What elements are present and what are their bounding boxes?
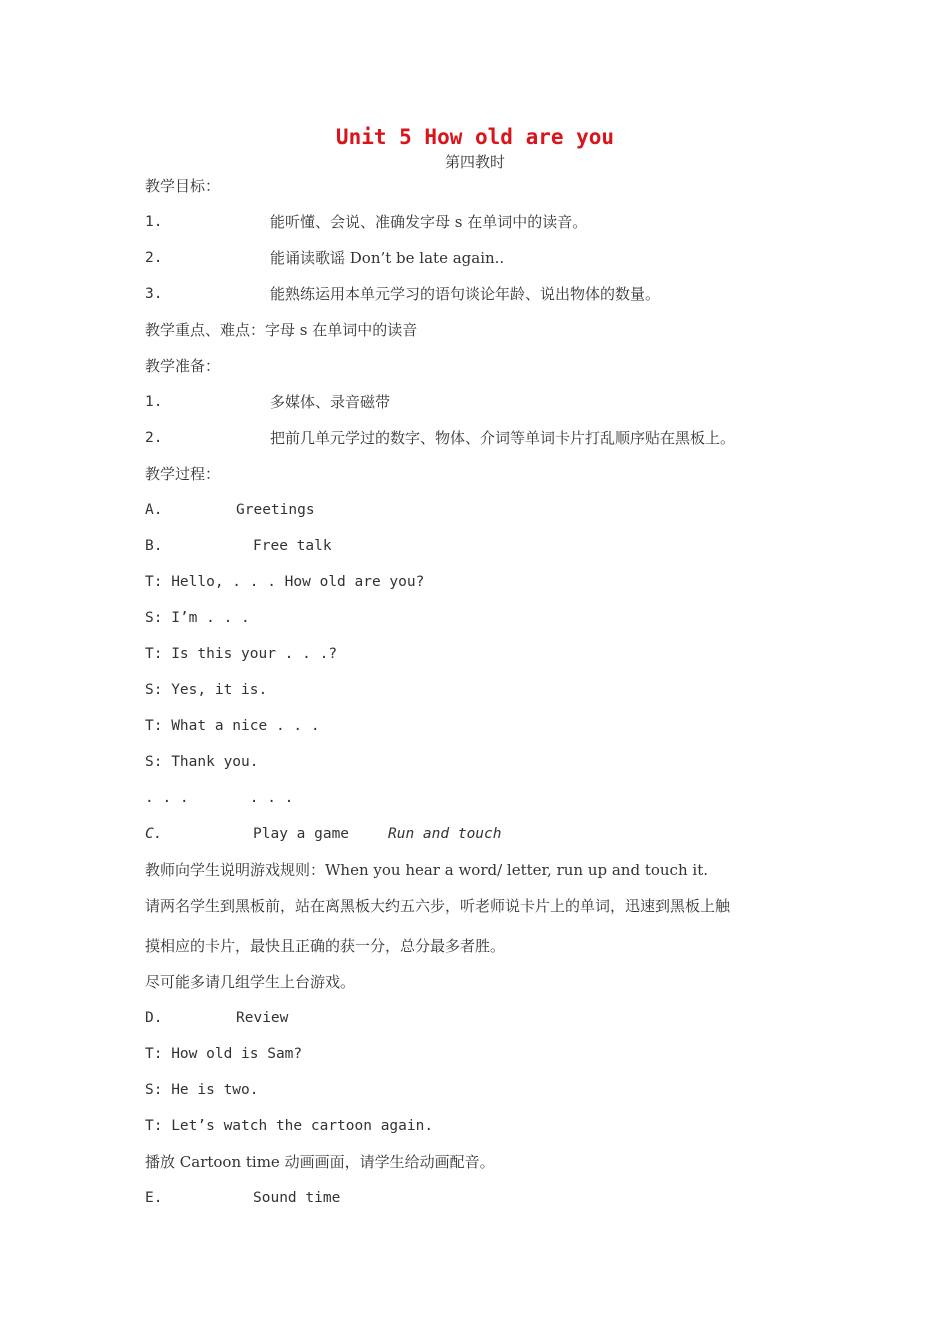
dialog-line: T: Hello, . . . How old are you? [145,574,425,590]
ellipsis-line: . . . . . . [145,790,294,806]
objective-number: 1. [145,214,163,230]
objective-text: 能诵读歌谣 Don’t be late again.. [270,249,505,267]
objective-text: 能听懂、会说、准确发字母 s 在单词中的读音。 [270,213,588,231]
objective-number: 3. [145,286,163,302]
game-rule-text: 教师向学生说明游戏规则：When you hear a word/ letter, run up and touch it. [145,861,708,879]
section-title: Free talk [253,538,332,554]
game-rule [145,860,708,880]
document-title: Unit 5 How old are you [335,125,615,149]
prep-number: 1. [145,394,163,410]
section-letter: B. [145,538,163,554]
section-title: Sound time [253,1190,341,1206]
section-title: Greetings [236,502,315,518]
objective-text: 能熟练运用本单元学习的语句谈论年龄、说出物体的数量。 [270,285,661,303]
section-title: Review [236,1010,289,1026]
lesson-number: 第四教时 [444,153,505,171]
section-letter: A. [145,502,163,518]
game-desc: 尽可能多请几组学生上台游戏。 [145,973,356,991]
objectives-heading: 教学目标： [145,177,221,195]
objective-number: 2. [145,250,163,266]
dialog-line: S: He is two. [145,1082,259,1098]
game-desc: 摸相应的卡片，最快且正确的获一分，总分最多者胜。 [145,937,506,955]
game-name: Run and touch [388,826,502,842]
prep-text: 把前几单元学过的数字、物体、介词等单词卡片打乱顺序贴在黑板上。 [270,429,736,447]
prep-number: 2. [145,430,163,446]
section-title: Play a game [253,826,350,842]
section-letter: E. [145,1190,163,1206]
dialog-line: S: I’m . . . [145,610,250,626]
key-points: 教学重点、难点：字母 s 在单词中的读音 [145,321,418,339]
dialog-line: T: What a nice . . . [145,718,320,734]
prep-text: 多媒体、录音磁带 [270,393,391,411]
game-desc: 请两名学生到黑板前，站在离黑板大约五六步，听老师说卡片上的单词，迅速到黑板上触 [145,897,731,915]
process-heading: 教学过程： [145,465,221,483]
dialog-line: T: Let’s watch the cartoon again. [145,1118,434,1134]
dialog-line: T: How old is Sam? [145,1046,303,1062]
cartoon-instruction: 播放 Cartoon time 动画画面，请学生给动画配音。 [145,1153,495,1171]
prep-heading: 教学准备： [145,357,221,375]
dialog-line: S: Thank you. [145,754,259,770]
section-letter: D. [145,1010,163,1026]
dialog-line: S: Yes, it is. [145,682,268,698]
dialog-line: T: Is this your . . .? [145,646,338,662]
section-letter: C. [145,826,163,842]
